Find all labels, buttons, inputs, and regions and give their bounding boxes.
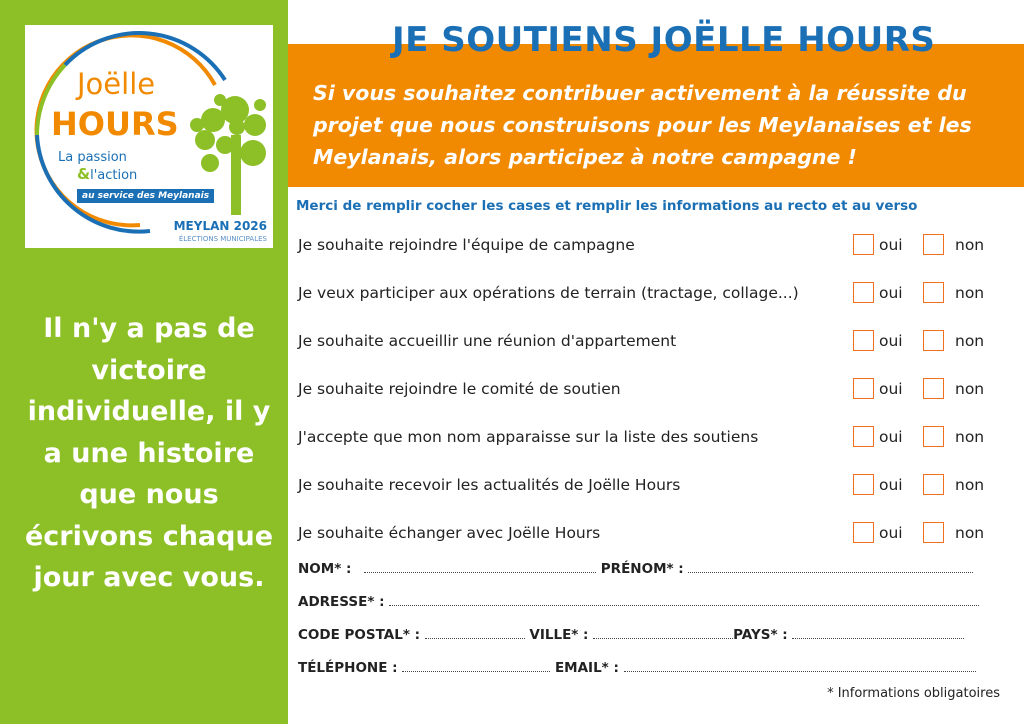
no-label: non	[955, 284, 985, 302]
logo-first-name: Joëlle	[77, 67, 156, 101]
left-panel	[0, 0, 288, 724]
yes-label: oui	[879, 380, 903, 398]
question-text: Je souhaite recevoir les actualités de Joëlle Hours	[298, 476, 681, 494]
yes-checkbox[interactable]	[853, 426, 874, 447]
nom-label: NOM* :	[298, 561, 352, 577]
question-row	[298, 426, 1018, 450]
no-checkbox[interactable]	[923, 378, 944, 399]
address-row	[298, 594, 979, 610]
adresse-field[interactable]	[389, 594, 979, 606]
no-checkbox[interactable]	[923, 282, 944, 303]
question-text: Je veux participer aux opérations de terrain (tractage, collage...)	[298, 284, 799, 302]
nom-field[interactable]	[364, 561, 596, 573]
intro-text: Si vous souhaitez contribuer activement à la réussite du projet que nous construisons pour les Meylanaises et les Meylanais, alors participez à notre campagne !	[313, 81, 972, 169]
email-label: EMAIL* :	[554, 660, 619, 676]
logo-last-name: HOURS	[51, 105, 179, 143]
question-text: J'accepte que mon nom apparaisse sur la liste des soutiens	[298, 428, 759, 446]
logo-city: MEYLAN 2026	[173, 219, 267, 233]
yes-checkbox[interactable]	[853, 378, 874, 399]
required-note: * Informations obligatoires	[827, 686, 1000, 701]
telephone-label: TÉLÉPHONE :	[298, 660, 398, 676]
logo-tagline-2: l'action	[90, 168, 138, 183]
question-row	[298, 378, 1018, 402]
yes-label: oui	[879, 476, 903, 494]
pays-field[interactable]	[792, 627, 964, 639]
no-label: non	[955, 428, 985, 446]
question-row	[298, 474, 1018, 498]
prenom-field[interactable]	[688, 561, 973, 573]
instructions: Merci de remplir cocher les cases et remplir les informations au recto et au verso	[296, 198, 918, 214]
no-label: non	[955, 476, 985, 494]
code-postal-field[interactable]	[425, 627, 525, 639]
question-row	[298, 522, 1018, 546]
no-checkbox[interactable]	[923, 474, 944, 495]
logo-ampersand: &	[77, 165, 91, 183]
yes-checkbox[interactable]	[853, 234, 874, 255]
no-label: non	[955, 332, 985, 350]
ville-label: VILLE* :	[529, 627, 589, 643]
yes-checkbox[interactable]	[853, 282, 874, 303]
yes-checkbox[interactable]	[853, 522, 874, 543]
contact-row	[298, 660, 976, 676]
ville-field[interactable]	[593, 627, 733, 639]
question-text: Je souhaite rejoindre le comité de soutien	[298, 380, 621, 398]
no-label: non	[955, 236, 985, 254]
no-label: non	[955, 380, 985, 398]
city-row	[298, 627, 964, 643]
question-row	[298, 330, 1018, 354]
no-checkbox[interactable]	[923, 330, 944, 351]
telephone-field[interactable]	[402, 660, 550, 672]
no-label: non	[955, 524, 985, 542]
name-row	[298, 561, 973, 577]
yes-label: oui	[879, 428, 903, 446]
code-postal-label: CODE POSTAL* :	[298, 627, 420, 643]
email-field[interactable]	[624, 660, 976, 672]
yes-label: oui	[879, 236, 903, 254]
logo-tagline-1: La passion	[58, 150, 127, 165]
logo-banner: au service des Meylanais	[77, 189, 214, 203]
pays-label: PAYS* :	[733, 627, 788, 643]
page-title: JE SOUTIENS JOËLLE HOURS	[392, 20, 936, 60]
no-checkbox[interactable]	[923, 522, 944, 543]
question-text: Je souhaite accueillir une réunion d'appartement	[298, 332, 677, 350]
no-checkbox[interactable]	[923, 234, 944, 255]
yes-checkbox[interactable]	[853, 330, 874, 351]
no-checkbox[interactable]	[923, 426, 944, 447]
question-row	[298, 282, 1018, 306]
yes-checkbox[interactable]	[853, 474, 874, 495]
logo-election: ÉLECTIONS MUNICIPALES	[178, 235, 267, 243]
yes-label: oui	[879, 284, 903, 302]
question-text: Je souhaite échanger avec Joëlle Hours	[298, 524, 601, 542]
prenom-label: PRÉNOM* :	[600, 561, 684, 577]
question-text: Je souhaite rejoindre l'équipe de campagne	[298, 236, 635, 254]
yes-label: oui	[879, 524, 903, 542]
adresse-label: ADRESSE* :	[298, 594, 385, 610]
campaign-logo	[25, 25, 273, 248]
yes-label: oui	[879, 332, 903, 350]
question-row	[298, 234, 1018, 258]
campaign-quote: Il n'y a pas de victoire individuelle, il y a une histoire que nous écrivons chaque jour avec vous.	[24, 313, 274, 593]
